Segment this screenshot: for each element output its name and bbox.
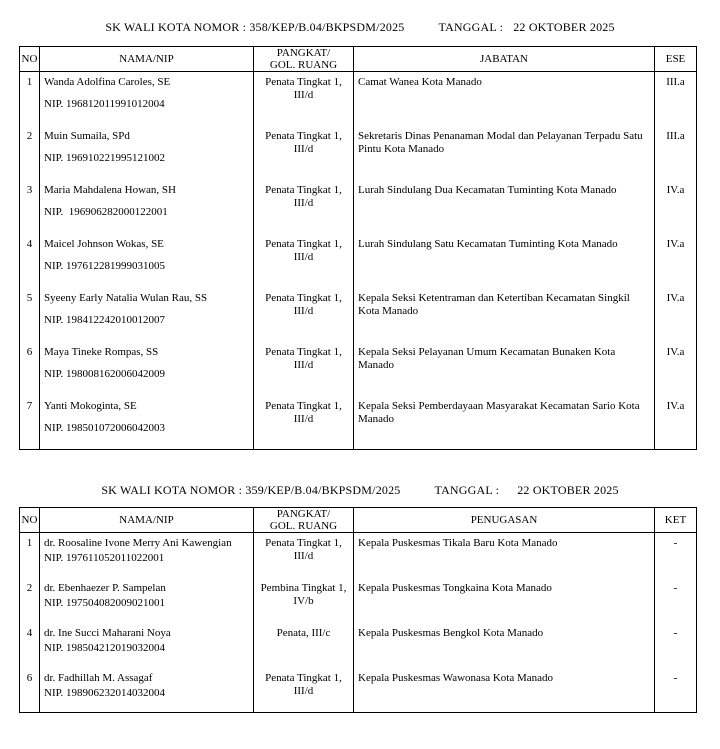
table-row — [20, 126, 697, 180]
cell-ket: - — [655, 668, 697, 713]
header-row — [20, 47, 697, 72]
cell-pangkat — [254, 288, 354, 342]
cell-pangkat — [254, 623, 354, 668]
cell-ese: IV.a — [655, 396, 697, 450]
nama-text: Wanda Adolfina Caroles, SE — [44, 76, 171, 88]
tanggal-group — [439, 20, 615, 35]
cell-jabatan: Kepala Seksi Pelayanan Umum Kecamatan Bunaken Kota Manado — [354, 342, 655, 396]
tanggal-group — [435, 483, 619, 498]
nama-text: Maya Tineke Rompas, SS — [44, 345, 159, 358]
pangkat-line-2: III/d — [293, 412, 314, 425]
tanggal-value: 22 OKTOBER 2025 — [517, 483, 619, 497]
cell-pangkat — [254, 668, 354, 713]
cell-jabatan: Camat Wanea Kota Manado — [354, 72, 655, 126]
table-row — [20, 288, 697, 342]
cell-pangkat — [254, 578, 354, 623]
table-row — [20, 180, 697, 234]
cell-no: 3 — [20, 180, 40, 234]
pangkat-line-2: III/d — [293, 358, 314, 371]
cell-nama-nip — [40, 72, 254, 126]
nip-text: NIP. 198504212019032004 — [44, 641, 166, 654]
cell-no: 1 — [20, 72, 40, 126]
cell-nama-nip — [40, 288, 254, 342]
table-row — [20, 578, 697, 623]
cell-nama-nip — [40, 623, 254, 668]
nip-text: NIP. 196812011991012004 — [44, 98, 165, 110]
nip-text: NIP. 198008162006042009 — [44, 367, 166, 380]
tanggal-value: 22 OKTOBER 2025 — [513, 20, 615, 34]
table-row — [20, 533, 697, 578]
cell-ket: - — [655, 578, 697, 623]
section-1-title — [0, 20, 720, 35]
nama-text: Maria Mahdalena Howan, SH — [44, 183, 176, 196]
cell-no: 5 — [20, 288, 40, 342]
nip-text: NIP. 198501072006042003 — [44, 421, 166, 434]
tanggal-label: TANGGAL : — [434, 483, 500, 497]
col-header-pangkat — [254, 508, 354, 533]
pangkat-line-1: Penata Tingkat 1, — [265, 537, 342, 549]
cell-pangkat — [254, 533, 354, 578]
col-header-jabatan: JABATAN — [354, 47, 655, 72]
cell-ese: IV.a — [655, 342, 697, 396]
pangkat-line-1: Penata Tingkat 1, — [265, 671, 342, 684]
cell-pangkat — [254, 72, 354, 126]
cell-nama-nip — [40, 533, 254, 578]
cell-no: 4 — [20, 623, 40, 668]
cell-jabatan: Lurah Sindulang Dua Kecamatan Tuminting Kota Manado — [354, 180, 655, 234]
cell-no: 2 — [20, 126, 40, 180]
nip-text: NIP. 198906232014032004 — [44, 686, 166, 699]
cell-nama-nip — [40, 342, 254, 396]
nama-text: Muin Sumaila, SPd — [44, 129, 130, 142]
cell-no: 7 — [20, 396, 40, 450]
cell-no: 1 — [20, 533, 40, 578]
pangkat-line-2: III/d — [293, 196, 314, 209]
col-header-nama-nip: NAMA/NIP — [40, 47, 254, 72]
cell-penugasan: Kepala Puskesmas Tongkaina Kota Manado — [354, 578, 655, 623]
pangkat-header-line-2: GOL. RUANG — [269, 59, 338, 71]
cell-penugasan: Kepala Puskesmas Wawonasa Kota Manado — [354, 668, 655, 713]
pangkat-line-1: Penata Tingkat 1, — [265, 291, 342, 304]
col-header-penugasan: PENUGASAN — [354, 508, 655, 533]
nama-text: dr. Fadhillah M. Assagaf — [44, 671, 153, 684]
nip-text: NIP. 196910221995121002 — [44, 151, 166, 164]
cell-no: 6 — [20, 342, 40, 396]
cell-ese: IV.a — [655, 288, 697, 342]
header-row — [20, 508, 697, 533]
sk-number-text: SK WALI KOTA NOMOR : 359/KEP/B.04/BKPSDM/2025 — [101, 483, 401, 497]
col-header-pangkat — [254, 47, 354, 72]
nama-text: Maicel Johnson Wokas, SE — [44, 237, 164, 250]
col-header-no: NO — [20, 47, 40, 72]
cell-ese: IV.a — [655, 180, 697, 234]
cell-ese: III.a — [655, 72, 697, 126]
cell-ese: III.a — [655, 126, 697, 180]
table-row — [20, 396, 697, 450]
cell-jabatan: Kepala Seksi Ketentraman dan Ketertiban Kecamatan Singkil Kota Manado — [354, 288, 655, 342]
pangkat-line-2: III/d — [293, 304, 314, 317]
cell-pangkat — [254, 180, 354, 234]
sk-number-text: SK WALI KOTA NOMOR : 358/KEP/B.04/BKPSDM/2025 — [105, 20, 405, 34]
nip-text: NIP. 196906282000122001 — [44, 205, 168, 218]
col-header-no: NO — [20, 508, 40, 533]
cell-pangkat — [254, 126, 354, 180]
pangkat-header-line-2: GOL. RUANG — [269, 520, 338, 532]
pangkat-header-line-1: PANGKAT/ — [276, 47, 331, 59]
pangkat-line-1: Penata Tingkat 1, — [265, 129, 342, 142]
nip-text: NIP. 198412242010012007 — [44, 313, 166, 326]
pangkat-line-1: Penata Tingkat 1, — [265, 76, 342, 88]
pangkat-line-1: Penata Tingkat 1, — [265, 183, 342, 196]
officials-table-1 — [19, 46, 697, 450]
table-row — [20, 342, 697, 396]
cell-pangkat — [254, 396, 354, 450]
pangkat-header-line-1: PANGKAT/ — [276, 508, 331, 520]
pangkat-line-2: IV/b — [293, 594, 314, 607]
section-2-title — [0, 483, 720, 498]
cell-ese: IV.a — [655, 234, 697, 288]
col-header-nama-nip: NAMA/NIP — [40, 508, 254, 533]
nama-text: dr. Roosaline Ivone Merry Ani Kawengian — [44, 537, 232, 549]
cell-nama-nip — [40, 578, 254, 623]
officials-table-2 — [19, 507, 697, 713]
nama-text: Syeeny Early Natalia Wulan Rau, SS — [44, 291, 208, 304]
pangkat-line-2: III/d — [293, 684, 314, 697]
table-row — [20, 668, 697, 713]
nip-text: NIP. 197504082009021001 — [44, 596, 166, 609]
table-row — [20, 72, 697, 126]
nip-text: NIP. 197611052011022001 — [44, 552, 165, 564]
nip-text: NIP. 197612281999031005 — [44, 259, 166, 272]
pangkat-line-2: III/d — [293, 550, 314, 562]
pangkat-line-1: Penata Tingkat 1, — [265, 237, 342, 250]
cell-nama-nip — [40, 668, 254, 713]
table-row — [20, 623, 697, 668]
cell-pangkat — [254, 234, 354, 288]
cell-penugasan: Kepala Puskesmas Bengkol Kota Manado — [354, 623, 655, 668]
cell-jabatan: Kepala Seksi Pemberdayaan Masyarakat Kecamatan Sario Kota Manado — [354, 396, 655, 450]
pangkat-line-2: III/d — [293, 89, 314, 101]
cell-pangkat — [254, 342, 354, 396]
cell-jabatan: Lurah Sindulang Satu Kecamatan Tuminting Kota Manado — [354, 234, 655, 288]
tanggal-label: TANGGAL : — [438, 20, 504, 34]
pangkat-line-1: Penata Tingkat 1, — [265, 399, 342, 412]
pangkat-line-1: Pembina Tingkat 1, — [260, 581, 347, 594]
col-header-ket: KET — [655, 508, 697, 533]
table-row — [20, 234, 697, 288]
cell-nama-nip — [40, 234, 254, 288]
cell-penugasan: Kepala Puskesmas Tikala Baru Kota Manado — [354, 533, 655, 578]
nama-text: dr. Ebenhaezer P. Sampelan — [44, 581, 166, 594]
cell-no: 6 — [20, 668, 40, 713]
nama-text: dr. Ine Succi Maharani Noya — [44, 626, 171, 639]
cell-nama-nip — [40, 126, 254, 180]
cell-ket: - — [655, 533, 697, 578]
cell-no: 2 — [20, 578, 40, 623]
cell-nama-nip — [40, 396, 254, 450]
pangkat-line-2: III/d — [293, 142, 314, 155]
pangkat-line-2: III/d — [293, 250, 314, 263]
pangkat-line-1: Penata Tingkat 1, — [265, 345, 342, 358]
cell-jabatan: Sekretaris Dinas Penanaman Modal dan Pelayanan Terpadu Satu Pintu Kota Manado — [354, 126, 655, 180]
col-header-ese: ESE — [655, 47, 697, 72]
cell-nama-nip — [40, 180, 254, 234]
cell-no: 4 — [20, 234, 40, 288]
pangkat-line-1: Penata, III/c — [276, 626, 331, 639]
cell-ket: - — [655, 623, 697, 668]
nama-text: Yanti Mokoginta, SE — [44, 399, 137, 412]
